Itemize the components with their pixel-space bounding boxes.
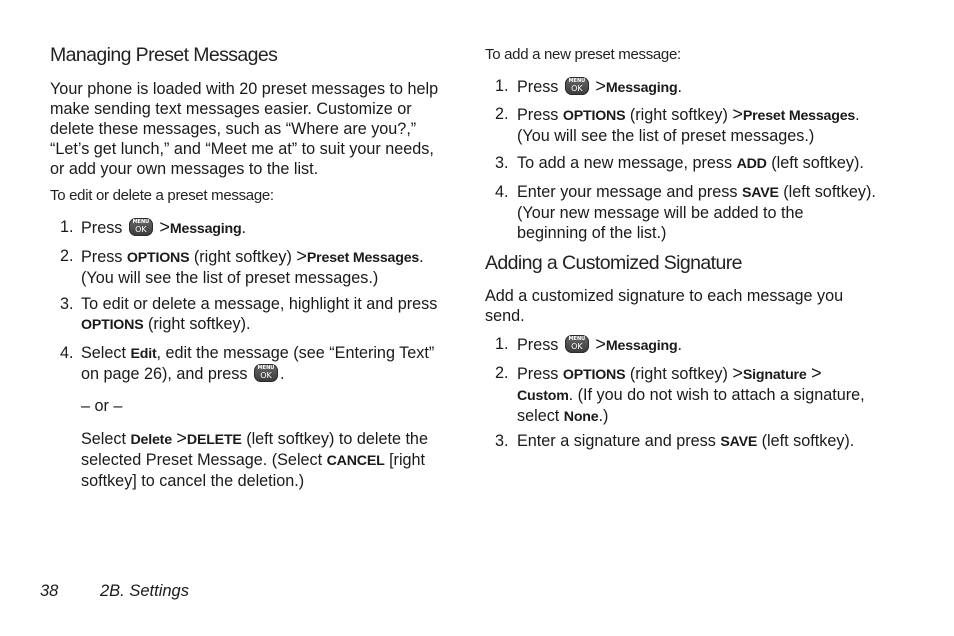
menu-ok-icon: MENU OK <box>565 335 589 353</box>
menu-ok-icon: MENU OK <box>254 364 278 382</box>
signature-intro: Add a customized signature to each message you send. <box>485 287 844 325</box>
subheading-add-new: To add a new preset message: <box>485 46 681 63</box>
section-title: 2B. Settings <box>100 582 189 600</box>
menu-ok-icon: MENU OK <box>129 218 153 236</box>
intro-paragraph: Your phone is loaded with 20 preset messages to help make sending text messages easier. Customize or delete these messages, such as “Where are you?,” “Let’s get lunch,” and “Meet me at” to suit your needs, or add your own messages to the list. <box>50 80 439 178</box>
subheading-edit-delete: To edit or delete a preset message: <box>50 187 274 204</box>
heading-managing-preset: Managing Preset Messages <box>50 44 278 66</box>
menu-ok-icon: MENU OK <box>565 77 589 95</box>
heading-custom-signature: Adding a Customized Signature <box>485 252 742 274</box>
page-number: 38 <box>40 582 59 600</box>
